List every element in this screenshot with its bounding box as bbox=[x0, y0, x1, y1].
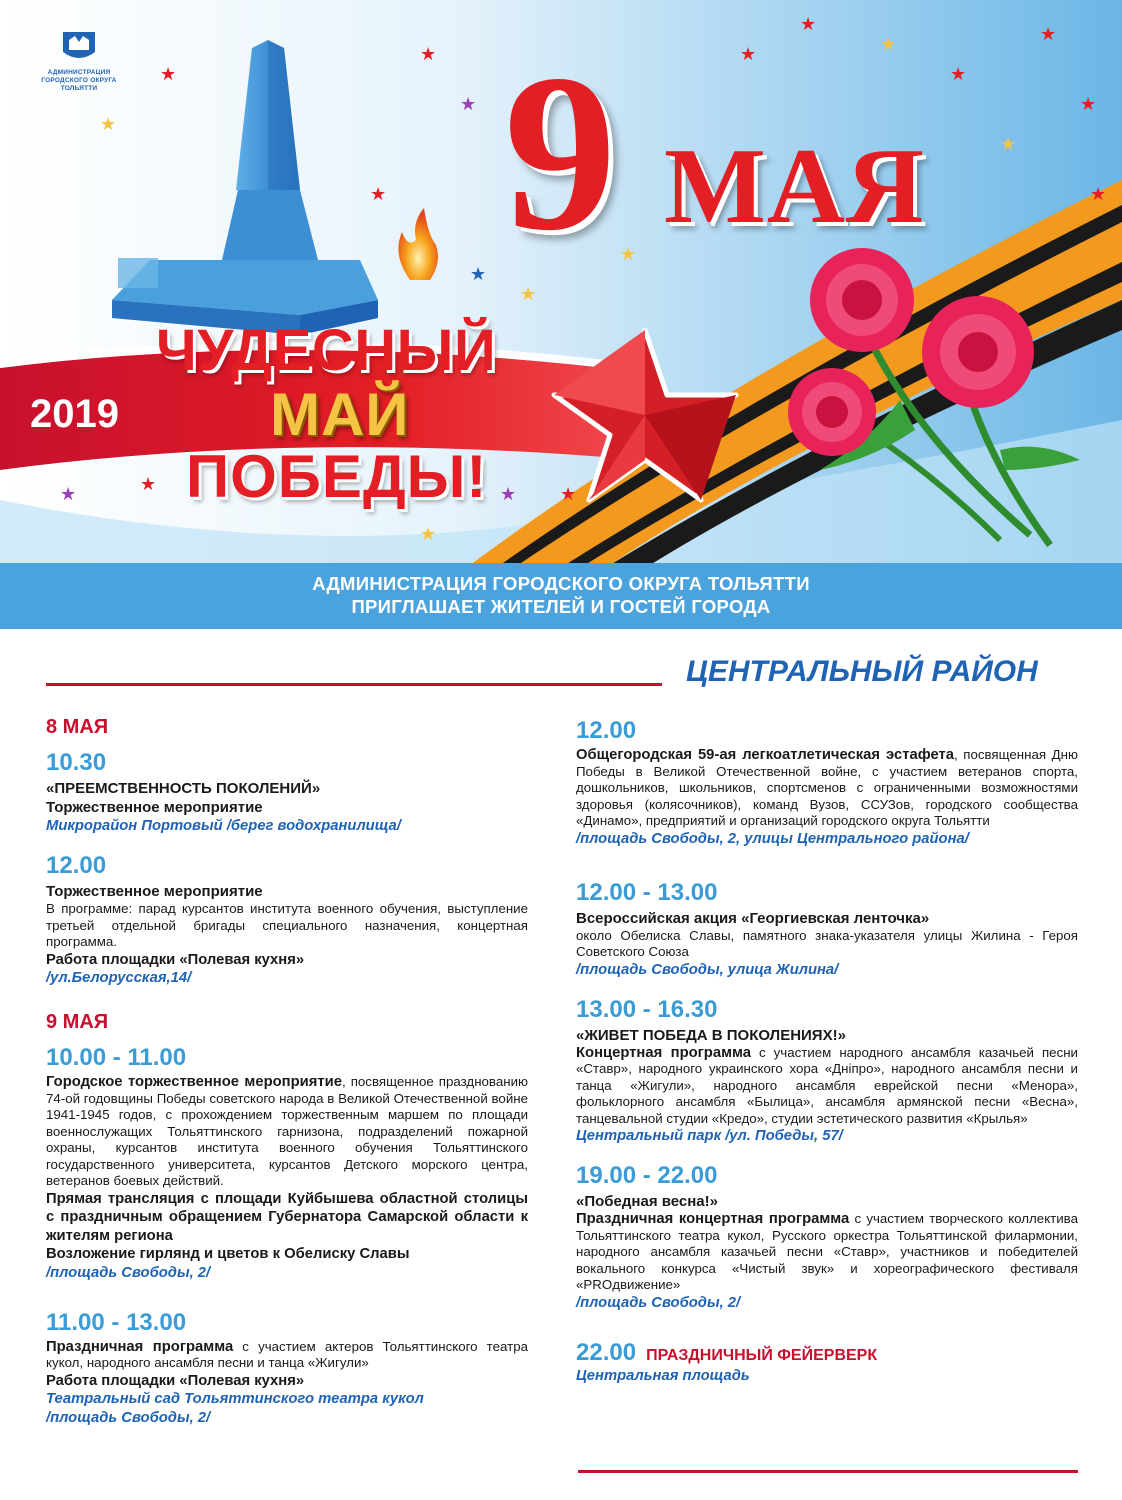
event-time: 12.00 - 13.00 bbox=[576, 878, 718, 906]
svg-text:★: ★ bbox=[1000, 134, 1017, 155]
svg-text:★: ★ bbox=[1090, 184, 1107, 205]
event-time: 13.00 - 16.30 bbox=[576, 995, 718, 1023]
event-place: Центральный парк /ул. Победы, 57/ bbox=[576, 1128, 843, 1144]
svg-text:★: ★ bbox=[740, 44, 757, 65]
event-description-block bbox=[46, 1074, 528, 1190]
event-time: 11.00 - 13.00 bbox=[46, 1308, 187, 1336]
hero-banner bbox=[0, 0, 1122, 565]
svg-text:★: ★ bbox=[460, 94, 477, 115]
eternal-flame-icon bbox=[398, 208, 438, 280]
event-title: ПРАЗДНИЧНЫЙ ФЕЙЕРВЕРК bbox=[646, 1346, 878, 1364]
event-time: 10.30 bbox=[46, 749, 107, 776]
event-time: 12.00 bbox=[576, 717, 637, 744]
svg-text:★: ★ bbox=[60, 484, 77, 505]
svg-text:★: ★ bbox=[420, 524, 437, 545]
schedule-left-column bbox=[46, 715, 528, 1444]
event-item bbox=[576, 1162, 1078, 1313]
date-number: 9 bbox=[504, 27, 617, 277]
event-item bbox=[46, 1044, 528, 1283]
svg-text:★: ★ bbox=[880, 34, 897, 55]
event-item bbox=[46, 749, 528, 836]
date-month: МАЯ bbox=[664, 127, 925, 246]
event-title: «ЖИВЕТ ПОБЕДА В ПОКОЛЕНИЯХ!» bbox=[576, 1026, 846, 1044]
svg-text:★: ★ bbox=[800, 14, 817, 35]
day-label-may-9: 9 МАЯ bbox=[46, 1011, 109, 1033]
logo-line-1: АДМИНИСТРАЦИЯ bbox=[47, 69, 111, 76]
event-lead: Праздничная программа bbox=[46, 1338, 234, 1355]
district-rule bbox=[46, 683, 662, 686]
event-place-address: /площадь Свободы, 2/ bbox=[46, 1410, 211, 1426]
svg-text:★: ★ bbox=[420, 44, 437, 65]
event-place: /ул.Белорусская,14/ bbox=[46, 970, 192, 986]
svg-text:★: ★ bbox=[560, 484, 577, 505]
event-lead: Концертная программа bbox=[576, 1044, 752, 1061]
svg-text:★: ★ bbox=[370, 184, 387, 205]
event-place: /площадь Свободы, 2/ bbox=[46, 1264, 211, 1281]
event-item bbox=[46, 852, 528, 988]
event-title: Всероссийская акция «Георгиевская ленточка» bbox=[576, 909, 930, 927]
event-broadcast: Прямая трансляция с площади Куйбышева областной столицы с праздничным обращением Губернатора Самарской области к жителям региона bbox=[46, 1190, 528, 1244]
event-description-block bbox=[576, 747, 1078, 830]
schedule-right-column bbox=[576, 715, 1078, 1402]
invite-band bbox=[0, 563, 1122, 629]
event-description-block bbox=[576, 1045, 1078, 1128]
event-place: /площадь Свободы, улица Жилина/ bbox=[576, 961, 839, 978]
bottom-rule bbox=[578, 1470, 1078, 1473]
event-place: /площадь Свободы, 2/ bbox=[576, 1294, 741, 1311]
event-item bbox=[576, 996, 1078, 1147]
event-description: , посвященное празднованию 74-ой годовщины Победы советского народа в Великой Отечественной войне 1941-1945 годов, с прохождением торжественным маршем по площади военнослужащих Тольяттинского гарнизона, подразделений пожарной охраны, курсантов института военного обучения Тольяттинского государственного университета, курсантов Детского морского центра, ветеранов боевых действий. bbox=[46, 1074, 528, 1188]
event-place: /площадь Свободы, 2, улицы Центрального района/ bbox=[576, 830, 969, 847]
event-time: 12.00 bbox=[46, 852, 107, 879]
event-description: В программе: парад курсантов института военного обучения, выступление третьей отдельной бригады специального назначения, концертная программа. bbox=[46, 901, 528, 949]
event-item bbox=[46, 1309, 528, 1429]
event-title: Торжественное мероприятие bbox=[46, 883, 263, 900]
svg-text:★: ★ bbox=[520, 284, 537, 305]
svg-text:★: ★ bbox=[1080, 94, 1097, 115]
event-lead: Праздничная концертная программа bbox=[576, 1211, 850, 1227]
slogan-line-1: ЧУДЕСНЫЙ bbox=[156, 318, 497, 383]
event-title: «Победная весна!» bbox=[576, 1193, 718, 1210]
obelisk-monument bbox=[112, 40, 378, 335]
event-description: с участием народного ансамбля казачьей песни «Ставр», народного украинского хора «Днiпро», народного ансамбля песни и танца «Жигули», народного ансамбля еврейской песни «Менора», фольклорного ансамбля «Былица», ансамбля армянской песни «Весна», танцевальной студии «Кредо», студии эстетического развития «Крылья» bbox=[576, 1044, 1078, 1126]
event-item-fireworks bbox=[576, 1339, 1078, 1386]
svg-text:★: ★ bbox=[620, 244, 637, 265]
event-title: «ПРЕЕМСТВЕННОСТЬ ПОКОЛЕНИЙ» bbox=[46, 780, 321, 797]
svg-text:★: ★ bbox=[1040, 24, 1057, 45]
day-label-may-8: 8 МАЯ bbox=[46, 716, 109, 738]
logo-line-2: ГОРОДСКОГО ОКРУГА bbox=[41, 77, 117, 84]
city-emblem-icon bbox=[61, 30, 97, 64]
svg-text:★: ★ bbox=[950, 64, 967, 85]
event-description: около Обелиска Славы, памятного знака-указателя улицы Жилина - Героя Советского Союза bbox=[576, 927, 1078, 959]
event-item bbox=[576, 717, 1078, 849]
event-description-block bbox=[576, 1211, 1078, 1294]
logo-line-3: ТОЛЬЯТТИ bbox=[60, 85, 98, 92]
event-wreath-laying: Возложение гирлянд и цветов к Обелиску Славы bbox=[46, 1246, 410, 1262]
event-lead: Общегородская 59-ая легкоатлетическая эстафета bbox=[576, 747, 954, 763]
event-description: , посвященная Дню Победы в Великой Отечественной войне, с участием ветеранов спорта, дошкольников, школьников, спортсменов с ограниченными возможностями здоровья (колясочников), команд Вузов, ССУЗов, городского сообщества «Динамо», предприятий и организаций городского округа Тольятти bbox=[576, 747, 1078, 828]
invite-line-2: ПРИГЛАШАЕТ ЖИТЕЛЕЙ И ГОСТЕЙ ГОРОДА bbox=[351, 596, 771, 617]
city-logo bbox=[40, 30, 118, 93]
event-time: 19.00 - 22.00 bbox=[576, 1162, 718, 1189]
event-subtitle: Торжественное мероприятие bbox=[46, 799, 263, 816]
event-place: Театральный сад Тольяттинского театра кукол bbox=[46, 1391, 424, 1407]
svg-text:★: ★ bbox=[500, 484, 517, 505]
slogan-line-3: ПОБЕДЫ! bbox=[186, 443, 488, 510]
event-lead: Городское торжественное мероприятие bbox=[46, 1074, 342, 1090]
svg-text:★: ★ bbox=[470, 264, 487, 285]
slogan-line-2: МАЙ bbox=[270, 381, 410, 448]
event-description: с участием творческого коллектива Тольяттинского театра кукол, Русского оркестра Тольяттинской филармонии, народного ансамбля казачьей песни «Ставр», участников и победителей вокального конкурса «Чистый звук» и хореографического фестиваля «PROдвижение» bbox=[576, 1211, 1078, 1292]
svg-text:★: ★ bbox=[140, 474, 157, 495]
event-extra: Работа площадки «Полевая кухня» bbox=[46, 951, 305, 968]
event-time: 10.00 - 11.00 bbox=[46, 1044, 187, 1071]
event-place: Центральная площадь bbox=[576, 1367, 750, 1384]
event-time: 22.00 bbox=[576, 1338, 637, 1366]
invite-line-1: АДМИНИСТРАЦИЯ ГОРОДСКОГО ОКРУГА ТОЛЬЯТТИ bbox=[312, 573, 810, 594]
event-description: с участием актеров Тольяттинского театра кукол, народного ансамбля песни и танца «Жигули» bbox=[46, 1338, 528, 1370]
district-title: ЦЕНТРАЛЬНЫЙ РАЙОН bbox=[686, 655, 1038, 688]
event-item bbox=[576, 879, 1078, 980]
event-extra: Работа площадки «Полевая кухня» bbox=[46, 1372, 305, 1389]
year-label: 2019 bbox=[30, 392, 119, 436]
event-place: Микрорайон Портовый /берег водохранилища/ bbox=[46, 818, 401, 834]
svg-text:★: ★ bbox=[100, 114, 117, 135]
event-description-block bbox=[46, 1339, 528, 1372]
svg-text:★: ★ bbox=[160, 64, 177, 85]
